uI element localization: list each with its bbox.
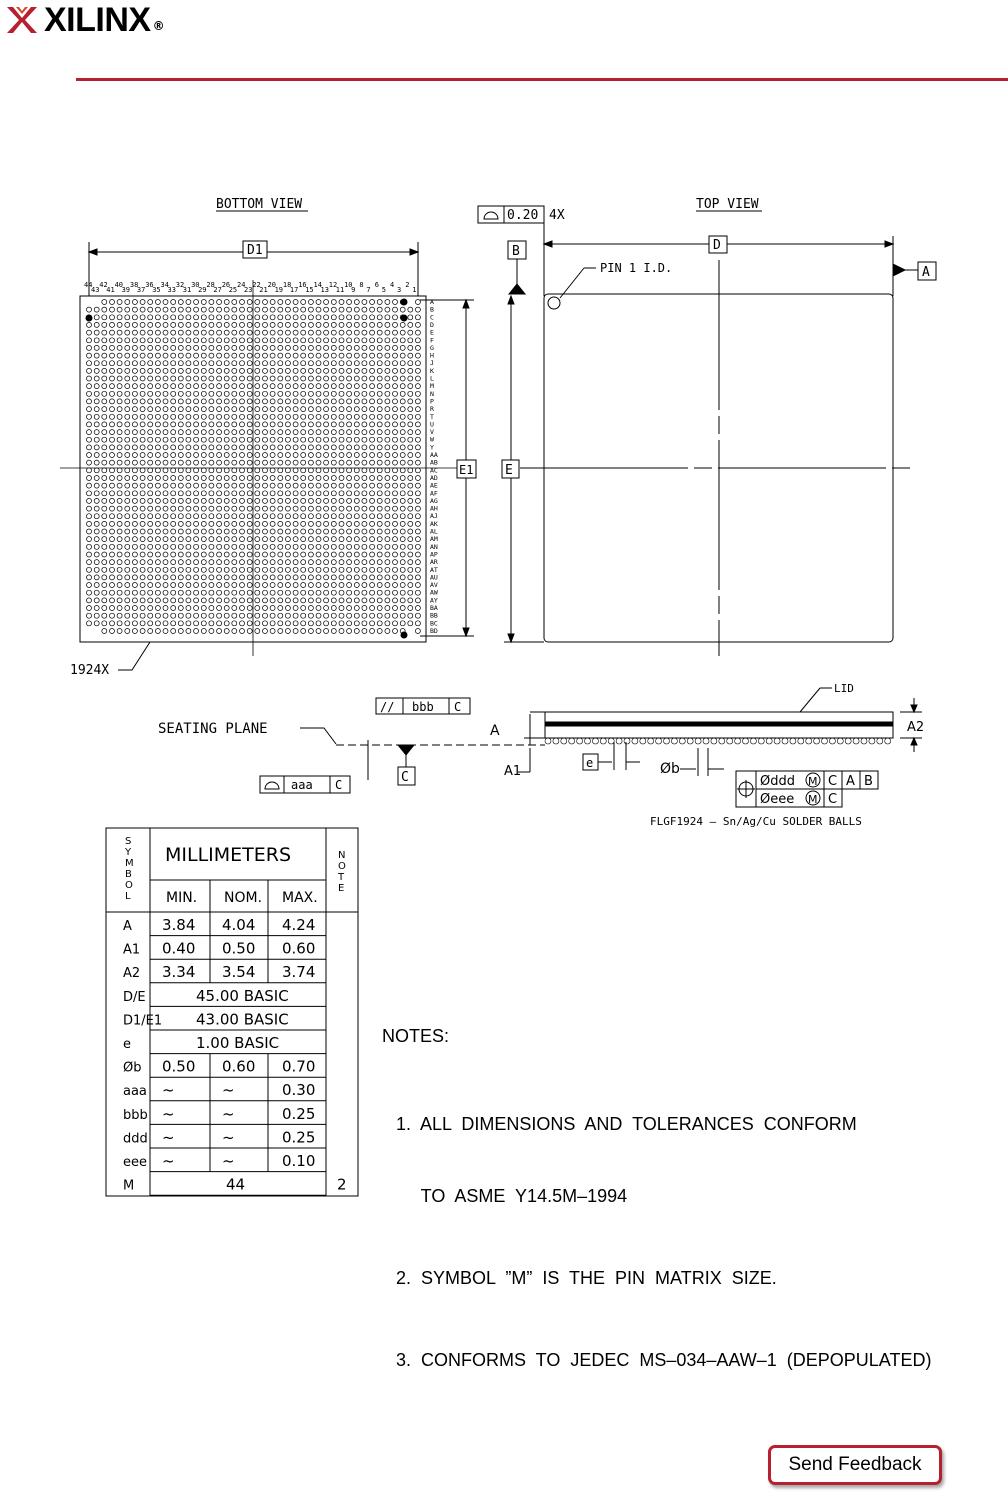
row-letter: BC (430, 619, 438, 628)
column-number: 16 (298, 281, 307, 289)
note-header (337, 850, 346, 894)
registered-mark: ® (152, 19, 165, 33)
row-symbol: D/E (123, 989, 146, 1005)
row-letter: AD (430, 473, 438, 482)
row-symbol: e (123, 1037, 131, 1052)
column-number: 32 (175, 281, 185, 289)
column-number: 28 (206, 281, 215, 289)
column-number: 11 (335, 286, 345, 294)
row-letter: AR (430, 558, 438, 567)
symbol-header-letter: Y (125, 847, 132, 858)
unit-header: MILLIMETERS (165, 844, 292, 866)
row-max: 4.24 (282, 916, 316, 934)
row-letter: U (430, 420, 434, 429)
d1-label: D1 (247, 243, 263, 258)
column-number: 9 (351, 286, 356, 294)
note-header-letter: N (338, 850, 346, 861)
row-letter: T (430, 412, 434, 421)
row-symbol: aaa (123, 1084, 147, 1100)
tol-mmc-2: M (808, 793, 818, 806)
row-symbol: A2 (123, 966, 141, 982)
column-number: 30 (191, 281, 200, 289)
row-nom: 0.60 (222, 1057, 256, 1076)
row-symbol: M (123, 1178, 135, 1194)
note-1: 1. ALL DIMENSIONS AND TOLERANCES CONFORM (396, 1114, 857, 1134)
note-header-letter: O (338, 861, 346, 872)
row-min: 0.40 (162, 939, 196, 958)
column-number: 4 (390, 281, 395, 289)
row-min: ~ (162, 1104, 175, 1123)
e1-label: E1 (459, 463, 474, 477)
column-number: 18 (282, 281, 292, 289)
tol-datum-c-1: C (828, 774, 838, 789)
symbol-header-letter: S (125, 836, 132, 847)
column-number: 25 (228, 286, 238, 294)
col-nom: NOM. (224, 890, 263, 906)
row-basic: 1.00 BASIC (196, 1034, 280, 1052)
row-basic: 45.00 BASIC (196, 986, 289, 1005)
row-letter: AM (430, 535, 438, 544)
tol-ddd: Øddd (760, 774, 795, 789)
row-letter: B (430, 305, 434, 314)
row-nom: 3.54 (222, 963, 256, 982)
note-header-letter: E (338, 883, 345, 894)
row-nom: ~ (222, 1104, 235, 1123)
bbb-label: bbb (412, 700, 434, 714)
row-basic: 43.00 BASIC (196, 1010, 289, 1029)
column-number: 39 (121, 286, 131, 294)
column-number: 31 (182, 286, 192, 294)
column-number: 35 (152, 286, 161, 294)
symbol-header-letter: O (125, 880, 133, 891)
row-letter: A (430, 298, 434, 306)
row-letter: AY (430, 596, 438, 605)
column-number: 33 (167, 286, 176, 294)
row-symbol: Øb (123, 1060, 142, 1076)
column-number: 6 (374, 281, 379, 289)
col-max: MAX. (282, 890, 318, 906)
column-number: 40 (114, 281, 124, 289)
row-letter: W (430, 435, 434, 444)
row-letters (430, 298, 438, 635)
row-nom: 4.04 (222, 916, 256, 934)
row-min: ~ (162, 1081, 175, 1100)
row-letter: J (430, 359, 434, 368)
row-letter: AK (430, 519, 438, 528)
row-symbol: ddd (123, 1131, 148, 1147)
row-symbol: A (123, 919, 132, 934)
row-min: 3.84 (162, 916, 196, 934)
column-number: 15 (305, 286, 314, 294)
row-max: 0.25 (282, 1128, 316, 1147)
column-number: 29 (198, 286, 207, 294)
symbol-header-letter: L (125, 891, 131, 902)
row-symbol: D1/E1 (123, 1013, 163, 1029)
column-number: 37 (136, 286, 146, 294)
column-number: 36 (145, 281, 154, 289)
row-letter: AH (430, 504, 438, 513)
row-letter: E (430, 328, 434, 337)
row-letter: AN (430, 542, 438, 551)
symbol-header (124, 836, 134, 902)
row-min: 0.50 (162, 1057, 196, 1076)
column-number: 17 (289, 286, 299, 294)
row-symbol: eee (123, 1155, 147, 1170)
column-number: 34 (160, 281, 169, 289)
bottom-view-title: BOTTOM VIEW (216, 197, 303, 212)
seating-plane-label: SEATING PLANE (158, 721, 268, 737)
row-letter: AA (430, 451, 438, 459)
row-letter: AE (430, 481, 438, 490)
side-view-balls (545, 738, 891, 744)
b-label: Øb (660, 761, 680, 777)
row-min: ~ (162, 1152, 175, 1170)
row-nom: ~ (222, 1128, 235, 1147)
tol-datum-a: A (846, 774, 855, 789)
datum-b: B (512, 244, 520, 259)
row-letter: AG (430, 496, 438, 505)
a1-label: A1 (504, 764, 522, 779)
column-number: 19 (274, 286, 284, 294)
solder-ball-caption: FLGF1924 – Sn/Ag/Cu SOLDER BALLS (650, 815, 862, 828)
column-number: 24 (237, 281, 246, 289)
row-letter: AP (430, 550, 438, 559)
row-letter: K (430, 366, 434, 375)
column-number: 38 (129, 281, 139, 289)
row-max: 0.60 (282, 939, 316, 958)
tol-datum-b: B (864, 774, 873, 789)
row-letter: AT (430, 565, 438, 574)
column-number: 44 (84, 281, 93, 289)
column-number: 14 (313, 281, 322, 289)
row-basic: 44 (226, 1175, 246, 1194)
tol-datum-c-2: C (828, 792, 838, 807)
row-letter: N (430, 389, 434, 398)
column-number: 7 (366, 286, 371, 294)
column-number: 8 (359, 281, 364, 289)
row-letter: AC (430, 466, 438, 475)
ball-count-label: 1924X (70, 663, 110, 678)
aaa-label: aaa (291, 778, 313, 792)
tol-eee: Øeee (760, 792, 795, 807)
row-max: 0.25 (282, 1104, 316, 1123)
row-letter: G (430, 343, 434, 352)
column-number: 41 (106, 286, 115, 294)
column-number: 1 (412, 286, 417, 294)
row-max: 3.74 (282, 963, 316, 982)
top-view-title: TOP VIEW (696, 197, 759, 212)
note-header-letter: T (338, 872, 345, 883)
note-1-cont: TO ASME Y14.5M–1994 (396, 1186, 628, 1206)
tol-mmc-1: M (808, 775, 818, 788)
column-number: 3 (397, 286, 402, 294)
row-letter: L (430, 374, 434, 383)
row-nom: ~ (222, 1152, 235, 1170)
row-letter: R (430, 405, 434, 414)
column-number: 26 (221, 281, 231, 289)
row-letter: AL (430, 527, 438, 536)
col-min: MIN. (166, 890, 198, 906)
row-letter: F (430, 336, 434, 345)
row-letter: AB (430, 458, 438, 467)
notes-block (382, 976, 931, 1396)
row-letter: H (430, 351, 434, 360)
e-pitch-label: e (586, 756, 594, 770)
aaa-datum: C (335, 778, 343, 792)
column-number: 12 (328, 281, 338, 289)
logo-text: XILINX (44, 0, 151, 39)
row-letter: C (430, 313, 434, 322)
note-2: 2. SYMBOL ”M” IS THE PIN MATRIX SIZE. (396, 1268, 777, 1288)
row-nom: ~ (222, 1081, 235, 1100)
row-letter: P (430, 397, 434, 406)
datum-c: C (401, 770, 409, 785)
row-max: 0.70 (282, 1057, 316, 1076)
symbol-header-letter: M (125, 858, 134, 869)
column-number: 27 (213, 286, 222, 294)
send-feedback-button[interactable]: Send Feedback (768, 1445, 942, 1485)
datum-a: A (922, 265, 930, 280)
pin1-label: PIN 1 I.D. (600, 261, 673, 275)
row-letter: BB (430, 611, 438, 620)
row-symbol: A1 (123, 942, 141, 958)
row-letter: AW (430, 588, 438, 597)
lid-label: LID (834, 682, 854, 695)
row-symbol: bbb (123, 1107, 148, 1123)
column-number: 10 (344, 281, 353, 289)
column-number: 2 (405, 281, 410, 289)
a-label: A (490, 723, 500, 739)
symbol-header-letter: B (125, 869, 132, 880)
row-letter: AF (430, 489, 438, 498)
column-number: 21 (259, 286, 268, 294)
flatness-value: 0.20 (507, 208, 539, 223)
row-letter: AV (430, 581, 438, 590)
notes-title: NOTES: (382, 1026, 450, 1046)
flatness-count: 4X (549, 208, 565, 223)
row-letter: M (430, 382, 434, 391)
row-letter: D (430, 320, 434, 329)
a2-label: A2 (907, 720, 925, 735)
column-number: 23 (244, 286, 253, 294)
row-min: ~ (162, 1128, 175, 1147)
e-label: E (505, 463, 513, 478)
row-max: 0.10 (282, 1152, 316, 1170)
row-letter: AU (430, 573, 438, 582)
row-min: 3.34 (162, 963, 196, 982)
note-3: 3. CONFORMS TO JEDEC MS–034–AAW–1 (DEPOPULATED) (396, 1350, 932, 1370)
d-label: D (713, 238, 721, 253)
column-number: 13 (320, 286, 329, 294)
column-number: 43 (91, 286, 100, 294)
table-rows (123, 916, 347, 1194)
row-letter: AJ (430, 512, 438, 521)
column-number: 22 (252, 281, 261, 289)
bbb-datum: C (454, 700, 462, 714)
parallel-symbol: // (380, 700, 395, 714)
row-letter: V (430, 428, 434, 437)
row-letter: BD (430, 626, 438, 635)
column-number: 20 (267, 281, 277, 289)
column-number: 5 (381, 286, 386, 294)
row-max: 0.30 (282, 1081, 316, 1100)
row-letter: Y (430, 443, 434, 452)
row-note: 2 (337, 1175, 347, 1194)
row-letter: BA (430, 604, 438, 612)
row-nom: 0.50 (222, 939, 256, 958)
column-number: 42 (99, 281, 108, 289)
